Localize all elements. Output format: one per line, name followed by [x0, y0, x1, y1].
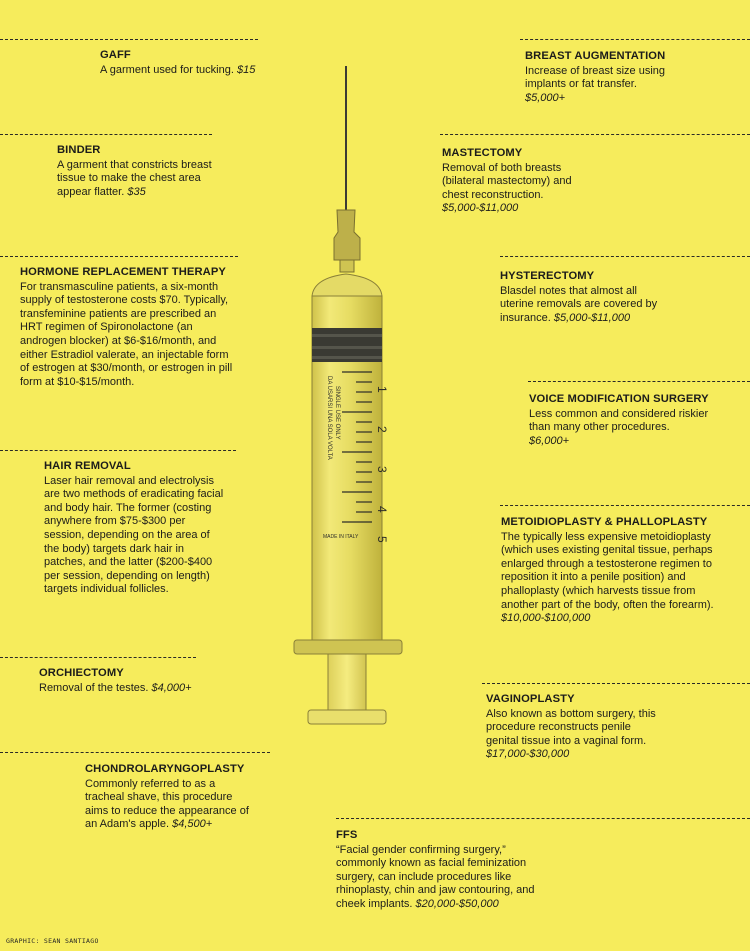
entry-price: $5,000+ — [525, 91, 566, 104]
rule-meta — [500, 505, 750, 506]
entry-description: A garment used for tucking. — [100, 63, 234, 76]
single-use-text-it: DA USARSI UNA SOLA VOLTA — [326, 376, 332, 460]
entry-title: ORCHIECTOMY — [39, 667, 124, 679]
entry-breast-augmentation — [525, 50, 680, 105]
entry-description: Blasdel notes that almost all uterine removals are covered by insurance. — [500, 284, 658, 324]
rule-ffs — [336, 818, 750, 819]
entry-title: GAFF — [100, 49, 131, 61]
entry-mastectomy — [442, 147, 582, 216]
graphic-credit: GRAPHIC: SEAN SANTIAGO — [6, 937, 99, 945]
entry-description: Removal of the testes. — [39, 681, 149, 694]
entry-binder — [57, 144, 217, 199]
syringe-illustration — [290, 60, 410, 750]
scale-label-5: 5 — [375, 536, 389, 543]
entry-title: BREAST AUGMENTATION — [525, 50, 666, 62]
entry-description: For transmasculine patients, a six-month supply of testosterone costs $70. Typically, transfeminine patients are prescribed an HRT regimen of Spironolactone (an androgen blocker) at $6-$16/month, and either Estradiol valerate, an injectable form of estrogen at $30/month, or estrogen in pill form at $10-$15/month. — [20, 280, 233, 388]
rule-gaff — [0, 39, 258, 40]
rule-orchi — [0, 657, 196, 658]
entry-hair-removal — [44, 460, 224, 597]
rule-hrt — [0, 256, 238, 257]
scale-label-2: 2 — [375, 426, 389, 433]
entry-price: $15 — [236, 63, 256, 76]
finger-flange — [294, 640, 402, 654]
entry-description: Increase of breast size using implants or fat transfer. — [525, 64, 666, 91]
entry-title: MASTECTOMY — [442, 147, 523, 159]
entry-description: Removal of both breasts (bilateral mastectomy) and chest reconstruction. — [442, 161, 572, 201]
entry-price: $5,000-$11,000 — [442, 202, 519, 215]
single-use-text-en: SINGLE USE ONLY — [334, 386, 340, 440]
entry-title: VOICE MODIFICATION SURGERY — [529, 393, 709, 405]
entry-price: $4,500+ — [172, 818, 213, 831]
scale-label-1: 1 — [375, 386, 389, 393]
entry-metoidioplasty-phalloplasty — [501, 516, 723, 626]
rule-voice — [528, 381, 750, 382]
entry-title: HYSTERECTOMY — [500, 270, 595, 282]
entry-gaff — [100, 49, 270, 77]
entry-price: $17,000-$30,000 — [486, 748, 570, 761]
entry-ffs — [336, 829, 536, 912]
rule-hyst — [500, 256, 750, 257]
made-in-italy-text: MADE IN ITALY — [323, 534, 359, 540]
entry-price: $35 — [127, 185, 146, 198]
entry-description: Laser hair removal and electrolysis are two methods of eradicating facial and body hair. The former (costing anywhere from $75-$300 per session, depending on the area of the body) targets dark hair in patches, and the latter ($200-$400 per session, depending on length) targets individual follicles. — [44, 474, 224, 596]
entry-description: “Facial gender confirming surgery,” commonly known as facial feminization surgery, can include procedures like rhinoplasty, chin and jaw contouring, and cheek implants. — [336, 843, 535, 910]
entry-price: $10,000-$100,000 — [501, 612, 591, 625]
rule-vagino — [482, 683, 750, 684]
entry-price: $20,000-$50,000 — [415, 897, 499, 910]
entry-hrt — [20, 266, 235, 389]
entry-hysterectomy — [500, 270, 665, 325]
rule-mast — [440, 134, 750, 135]
entry-chondrolaryngoplasty — [85, 763, 250, 832]
entry-price: $6,000+ — [529, 434, 570, 447]
scale-label-3: 3 — [375, 466, 389, 473]
entry-price: $5,000-$11,000 — [553, 311, 631, 324]
entry-title: BINDER — [57, 144, 101, 156]
needle-hub — [334, 210, 360, 260]
rule-binder — [0, 134, 212, 135]
scale-label-4: 4 — [375, 506, 389, 513]
entry-voice-modification — [529, 393, 709, 448]
entry-title: CHONDROLARYNGOPLASTY — [85, 763, 245, 775]
plunger-rod — [328, 654, 366, 712]
entry-title: METOIDIOPLASTY & PHALLOPLASTY — [501, 516, 708, 528]
rule-breast — [520, 39, 750, 40]
entry-description: A garment that constricts breast tissue to make the chest area appear flatter. — [57, 158, 212, 198]
rule-chondro — [0, 752, 270, 753]
entry-price: $4,000+ — [151, 681, 192, 694]
entry-title: HAIR REMOVAL — [44, 460, 131, 472]
entry-description: Commonly referred to as a tracheal shave, this procedure aims to reduce the appearance of an Adam's apple. — [85, 777, 249, 831]
entry-vaginoplasty — [486, 693, 656, 762]
plunger-thumb — [308, 710, 386, 724]
entry-title: FFS — [336, 829, 358, 841]
entry-title: HORMONE REPLACEMENT THERAPY — [20, 266, 226, 278]
entry-description: Also known as bottom surgery, this procedure reconstructs penile genital tissue into a vaginal form. — [486, 707, 656, 747]
entry-orchiectomy — [39, 667, 239, 695]
entry-title: VAGINOPLASTY — [486, 693, 575, 705]
rule-hair — [0, 450, 236, 451]
entry-description: Less common and considered riskier than many other procedures. — [529, 407, 709, 434]
entry-description: The typically less expensive metoidioplasty (which uses existing genital tissue, perhaps enlarged through a testosterone regimen to reposition it into a penile position) and phalloplasty (which harvests tissue from another part of the body, often the forearm). — [501, 530, 714, 611]
